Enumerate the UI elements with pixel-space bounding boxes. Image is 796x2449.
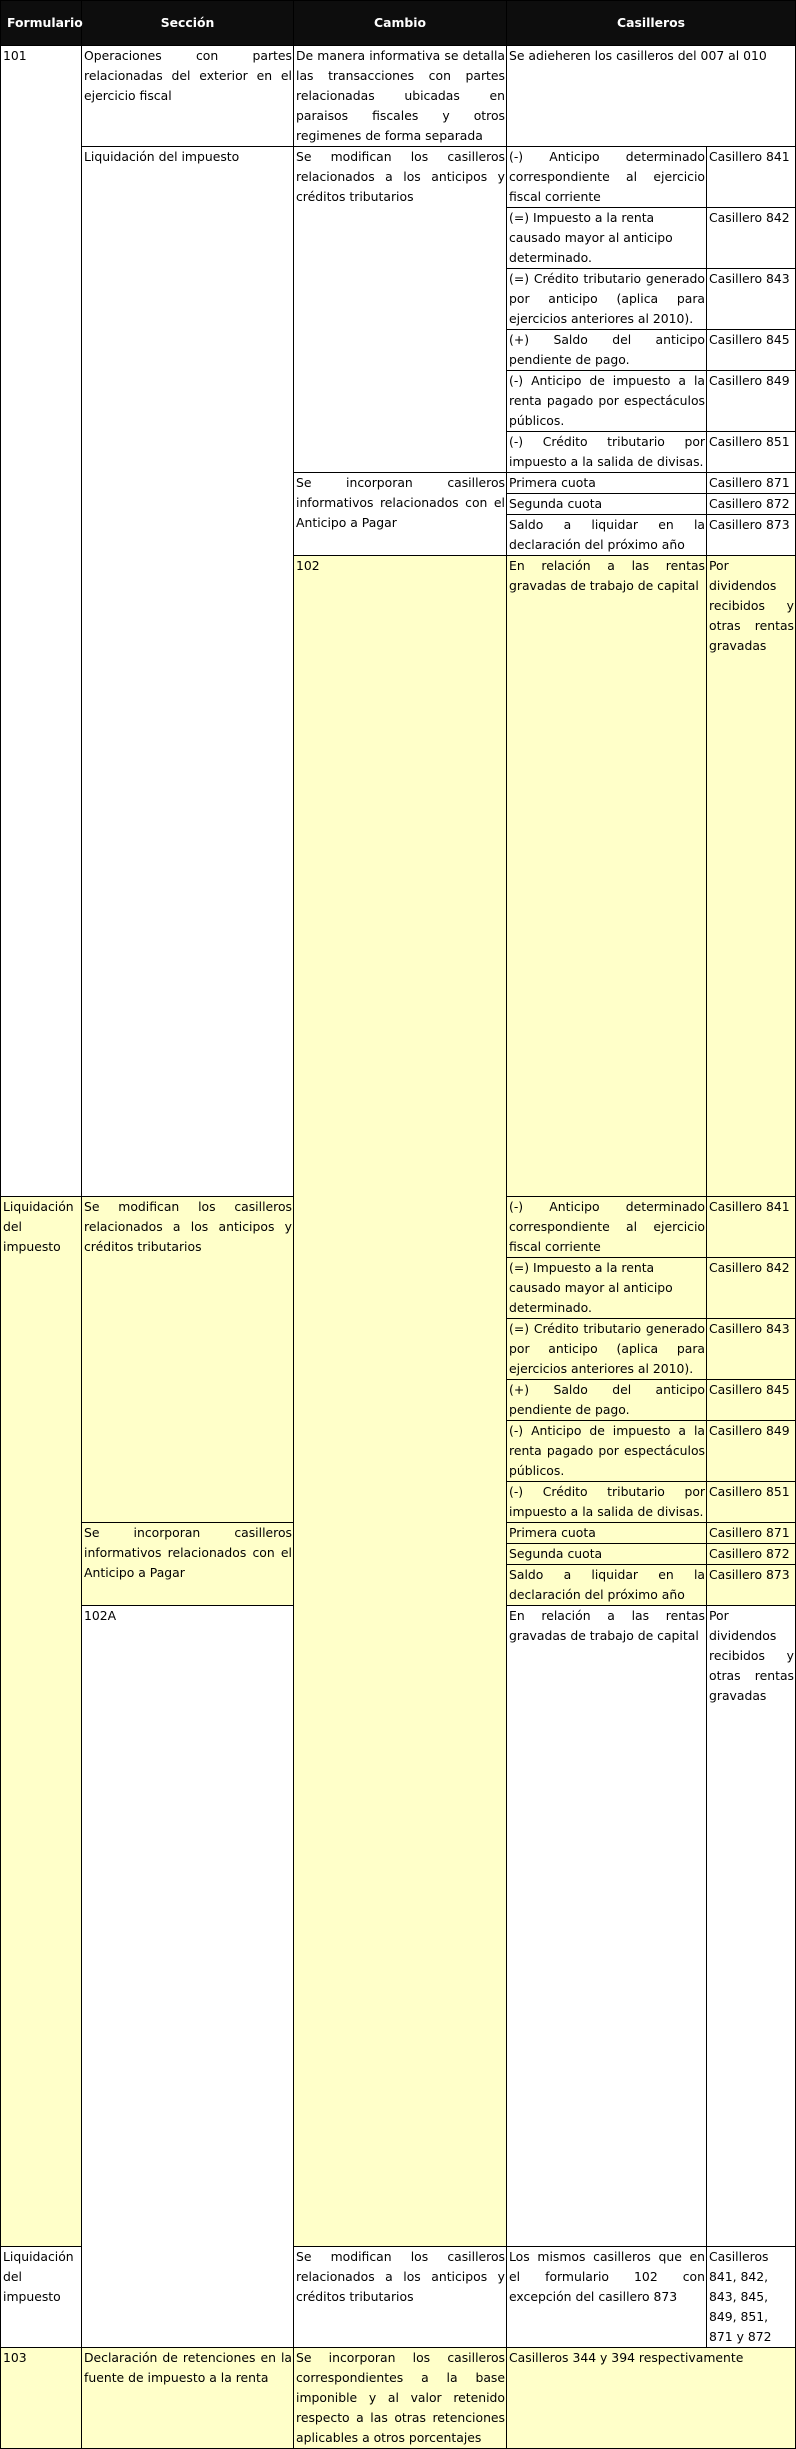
casillero-desc: Segunda cuota bbox=[507, 494, 707, 515]
seccion-cell: Operaciones con partes relacionadas del exterior en el ejercicio fiscal bbox=[82, 46, 294, 147]
casillero-number: Casillero 841 bbox=[707, 1197, 796, 1258]
casillero-desc: Saldo a liquidar en la declaración del próximo año bbox=[507, 1565, 707, 1606]
casillero-number: Casillero 871 bbox=[707, 473, 796, 494]
header-seccion: Sección bbox=[82, 1, 294, 46]
header-cambio: Cambio bbox=[294, 1, 507, 46]
table-row bbox=[1, 46, 796, 147]
cambio-cell: De manera informativa se detalla las transacciones con partes relacionadas ubicadas en paraisos fiscales y otros regimenes de forma separada bbox=[294, 46, 507, 147]
casillero-number: Casillero 842 bbox=[707, 208, 796, 269]
cambio-cell: Por dividendos recibidos y otras rentas gravadas bbox=[707, 556, 796, 1197]
cambio-cell: Se incorporan casilleros informativos relacionados con el Anticipo a Pagar bbox=[82, 1523, 294, 1606]
casillero-number: Casillero 851 bbox=[707, 1482, 796, 1523]
casillero-desc: (=) Crédito tributario generado por anticipo (aplica para ejercicios anteriores al 2010). bbox=[507, 1319, 707, 1380]
cambio-cell: Se incorporan casilleros informativos relacionados con el Anticipo a Pagar bbox=[294, 473, 507, 556]
formulario-cell: 101 bbox=[1, 46, 82, 1197]
casillero-desc: (-) Anticipo determinado correspondiente al ejercicio fiscal corriente bbox=[507, 1197, 707, 1258]
casillero-number: Casillero 873 bbox=[707, 515, 796, 556]
casillero-desc: Primera cuota bbox=[507, 473, 707, 494]
table-row bbox=[1, 2348, 796, 2449]
casillero-desc: (-) Anticipo de impuesto a la renta pagado por espectáculos públicos. bbox=[507, 371, 707, 432]
casillero-number: Casilleros 841, 842, 843, 845, 849, 851, 871 y 872 bbox=[707, 2247, 796, 2348]
casilleros-cell: Casilleros 344 y 394 respectivamente bbox=[507, 2348, 796, 2449]
header-row bbox=[1, 1, 796, 46]
formulario-cell: 103 bbox=[1, 2348, 82, 2449]
cambio-cell: Se modifican los casilleros relacionados a los anticipos y créditos tributarios bbox=[294, 2247, 507, 2348]
casillero-number: Casillero 871 bbox=[707, 1523, 796, 1544]
cambio-cell: Se incorporan los casilleros correspondientes a la base imponible y al valor retenido respecto a las otras retenciones aplicables a otros porcentajes bbox=[294, 2348, 507, 2449]
formulario-cell: 102 bbox=[294, 556, 507, 2247]
casillero-desc: (-) Anticipo de impuesto a la renta pagado por espectáculos públicos. bbox=[507, 1421, 707, 1482]
casillero-desc: Los mismos casilleros que en el formulario 102 con excepción del casillero 873 bbox=[507, 2247, 707, 2348]
header-formulario: Formulario bbox=[1, 1, 82, 46]
casillero-number: Casillero 872 bbox=[707, 1544, 796, 1565]
casillero-number: Casillero 849 bbox=[707, 371, 796, 432]
seccion-cell: Liquidación del impuesto bbox=[1, 2247, 82, 2348]
casillero-number: Casillero 849 bbox=[707, 1421, 796, 1482]
casillero-desc: (-) Anticipo determinado correspondiente al ejercicio fiscal corriente bbox=[507, 147, 707, 208]
casillero-desc: (=) Crédito tributario generado por anticipo (aplica para ejercicios anteriores al 2010). bbox=[507, 269, 707, 330]
casillero-number: Casillero 873 bbox=[707, 1565, 796, 1606]
casillero-number: Casillero 845 bbox=[707, 330, 796, 371]
casillero-number: Casillero 841 bbox=[707, 147, 796, 208]
casillero-desc: Primera cuota bbox=[507, 1523, 707, 1544]
casillero-number: Casillero 872 bbox=[707, 494, 796, 515]
header-casilleros: Casilleros bbox=[507, 1, 796, 46]
casillero-desc: (=) Impuesto a la renta causado mayor al anticipo determinado. bbox=[507, 1258, 707, 1319]
casillero-desc: Segunda cuota bbox=[507, 1544, 707, 1565]
cambio-cell: Se modifican los casilleros relacionados a los anticipos y créditos tributarios bbox=[294, 147, 507, 473]
seccion-cell: En relación a las rentas gravadas de trabajo de capital bbox=[507, 556, 707, 1197]
casillero-desc: Saldo a liquidar en la declaración del próximo año bbox=[507, 515, 707, 556]
formulario-cell: 102A bbox=[82, 1606, 294, 2348]
seccion-cell: Liquidación del impuesto bbox=[82, 147, 294, 1197]
table-row bbox=[1, 147, 796, 208]
casilleros-cell: Se adieheren los casilleros del 007 al 010 bbox=[507, 46, 796, 147]
casillero-desc: (+) Saldo del anticipo pendiente de pago. bbox=[507, 1380, 707, 1421]
casillero-number: Casillero 843 bbox=[707, 1319, 796, 1380]
cambio-cell: Por dividendos recibidos y otras rentas gravadas bbox=[707, 1606, 796, 2247]
seccion-cell: En relación a las rentas gravadas de trabajo de capital bbox=[507, 1606, 707, 2247]
casillero-desc: (-) Crédito tributario por impuesto a la salida de divisas. bbox=[507, 432, 707, 473]
casillero-number: Casillero 851 bbox=[707, 432, 796, 473]
casillero-desc: (=) Impuesto a la renta causado mayor al anticipo determinado. bbox=[507, 208, 707, 269]
casillero-number: Casillero 845 bbox=[707, 1380, 796, 1421]
casillero-number: Casillero 843 bbox=[707, 269, 796, 330]
seccion-cell: Liquidación del impuesto bbox=[1, 1197, 82, 2247]
casillero-desc: (+) Saldo del anticipo pendiente de pago. bbox=[507, 330, 707, 371]
casillero-desc: (-) Crédito tributario por impuesto a la salida de divisas. bbox=[507, 1482, 707, 1523]
cambio-cell: Se modifican los casilleros relacionados a los anticipos y créditos tributarios bbox=[82, 1197, 294, 1523]
seccion-cell: Declaración de retenciones en la fuente de impuesto a la renta bbox=[82, 2348, 294, 2449]
casillero-number: Casillero 842 bbox=[707, 1258, 796, 1319]
